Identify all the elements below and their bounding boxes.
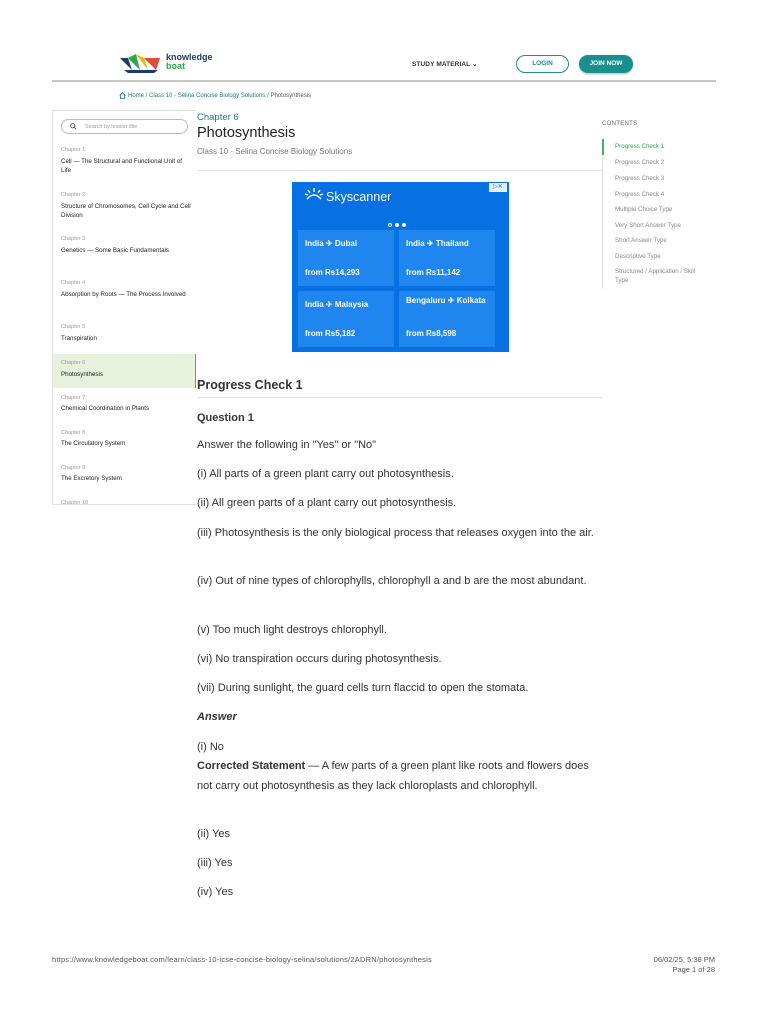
section-title: Progress Check 1 [197, 378, 303, 392]
statement: (iii) Photosynthesis is the only biological process that releases oxygen into the air. [197, 527, 594, 539]
sidebar-item-chapter-8[interactable]: Chapter 8 The Circulatory System [61, 430, 126, 447]
breadcrumb-home[interactable]: Home [128, 93, 145, 100]
footer-date: 06/02/25, 5:38 PM [653, 955, 715, 964]
knowledgeboat-logo[interactable] [118, 52, 228, 78]
sidebar-item-chapter-7[interactable]: Chapter 7 Chemical Coordination in Plants [61, 395, 150, 412]
chapter-label: Chapter 6 [197, 112, 239, 123]
sidebar-item-chapter-1[interactable]: Chapter 1 Cell — The Structural and Functional Unit of Life [61, 147, 182, 174]
plane-icon: ✈ [447, 296, 455, 305]
ad-tile[interactable]: India ✈ Dubai from Rs14,293 [298, 230, 394, 286]
ad-tile[interactable]: Bengaluru ✈ Kolkata from Rs8,598 [399, 291, 495, 347]
toc-item-structured[interactable]: Structured / Application / Skill Type [615, 268, 696, 284]
breadcrumb: Home / Class 10 - Selina Concise Biology Solutions / Photosynthesis [119, 92, 311, 99]
skyscanner-sun-icon [304, 187, 324, 201]
ad-tile[interactable]: India ✈ Thailand from Rs11,142 [399, 230, 495, 286]
statement: (v) Too much light destroys chlorophyll. [197, 624, 387, 636]
footer-page: Page 1 of 28 [672, 965, 715, 974]
join-now-button[interactable]: JOIN NOW [579, 55, 633, 73]
statement: (iv) Out of nine types of chlorophylls, chlorophyll a and b are the most abundant. [197, 575, 587, 587]
site-header [52, 44, 716, 82]
sidebar-item-chapter-4[interactable]: Chapter 4 Absorption by Roots — The Process Involved [61, 280, 186, 298]
answer-item: (i) No [197, 741, 224, 753]
carousel-dot[interactable] [402, 223, 406, 227]
statement: (vii) During sunlight, the guard cells turn flaccid to open the stomata. [197, 682, 529, 694]
search-placeholder: Search by lesson title [85, 123, 138, 130]
toc-track [602, 139, 603, 289]
question-prompt: Answer the following in "Yes" or "No" [197, 439, 377, 451]
toc-item-progress-check-2[interactable]: Progress Check 2 [615, 159, 665, 166]
sidebar-item-chapter-5[interactable]: Chapter 5 Transpiration [61, 324, 97, 342]
carousel-dot[interactable] [388, 223, 392, 227]
answer-item: (ii) Yes [197, 828, 231, 840]
footer-meta [654, 955, 715, 975]
sidebar-item-chapter-9[interactable]: Chapter 9 The Excretory System [61, 465, 122, 482]
ad-brand: Skyscanner [326, 190, 392, 204]
sidebar-item-chapter-3[interactable]: Chapter 3 Genetics — Some Basic Fundamentals [61, 236, 169, 254]
chapter-sidebar[interactable] [52, 110, 196, 505]
statement: (vi) No transpiration occurs during photosynthesis. [197, 653, 442, 665]
toc-item-progress-check-1[interactable]: Progress Check 1 [615, 143, 665, 150]
footer-url: https://www.knowledgeboat.com/learn/class-10-icse-concise-biology-selina/solutions/2ADRN/photosynthesis [52, 955, 432, 964]
contents-heading: CONTENTS [602, 121, 638, 127]
home-icon [119, 92, 126, 99]
toc-item-progress-check-3[interactable]: Progress Check 3 [615, 175, 665, 182]
adchoices-icon[interactable]: ▷✕ [489, 183, 507, 192]
divider [197, 170, 603, 171]
logo-text: knowledge boat [166, 52, 213, 71]
toc-item-very-short-answer[interactable]: Very Short Answer Type [615, 222, 681, 229]
carousel-dot[interactable] [395, 223, 399, 227]
page-title: Photosynthesis [197, 125, 296, 141]
statement: (ii) All green parts of a plant carry out photosynthesis. [197, 497, 457, 509]
sidebar-item-chapter-2[interactable]: Chapter 2 Structure of Chromosomes, Cell Cycle and Cell Division [61, 192, 191, 219]
answer-item: (iii) Yes [197, 857, 233, 869]
chevron-down-icon: ⌄ [472, 61, 478, 68]
corrected-statement: Corrected Statement — A few parts of a green plant like roots and flowers does not carry out photosynthesis as they lack chloroplasts and chlorophyll. [197, 760, 589, 792]
plane-icon: ✈ [325, 300, 333, 309]
search-input[interactable] [61, 119, 188, 134]
plane-icon: ✈ [426, 239, 434, 248]
search-icon [70, 123, 77, 130]
page-subtitle: Class 10 - Selina Concise Biology Solutions [197, 147, 353, 156]
skyscanner-ad[interactable] [292, 182, 509, 352]
sidebar-item-chapter-10[interactable]: Chapter 10 [61, 500, 89, 505]
toc-item-progress-check-4[interactable]: Progress Check 4 [615, 191, 665, 198]
toc-item-multiple-choice[interactable]: Multiple Choice Type [615, 206, 673, 213]
toc-active-indicator [602, 139, 604, 155]
question-heading: Question 1 [197, 412, 254, 424]
plane-icon: ✈ [325, 239, 333, 248]
statement: (i) All parts of a green plant carry out photosynthesis. [197, 468, 454, 480]
sidebar-item-chapter-6[interactable]: Chapter 6 Photosynthesis [53, 354, 196, 388]
breadcrumb-current: Photosynthesis [270, 93, 312, 100]
divider [197, 397, 603, 398]
toc-item-descriptive[interactable]: Descriptive Type [615, 253, 661, 260]
answer-heading: Answer [197, 711, 237, 723]
study-material-menu[interactable]: STUDY MATERIAL ⌄ [412, 61, 478, 68]
toc-item-short-answer[interactable]: Short Answer Type [615, 237, 667, 244]
login-button[interactable]: LOGIN [516, 55, 569, 73]
answer-item: (iv) Yes [197, 886, 234, 898]
boat-logo-icon [118, 52, 164, 74]
ad-tile[interactable]: India ✈ Malaysia from Rs5,182 [298, 291, 394, 347]
breadcrumb-class[interactable]: Class 10 - Selina Concise Biology Solutions [149, 93, 266, 100]
